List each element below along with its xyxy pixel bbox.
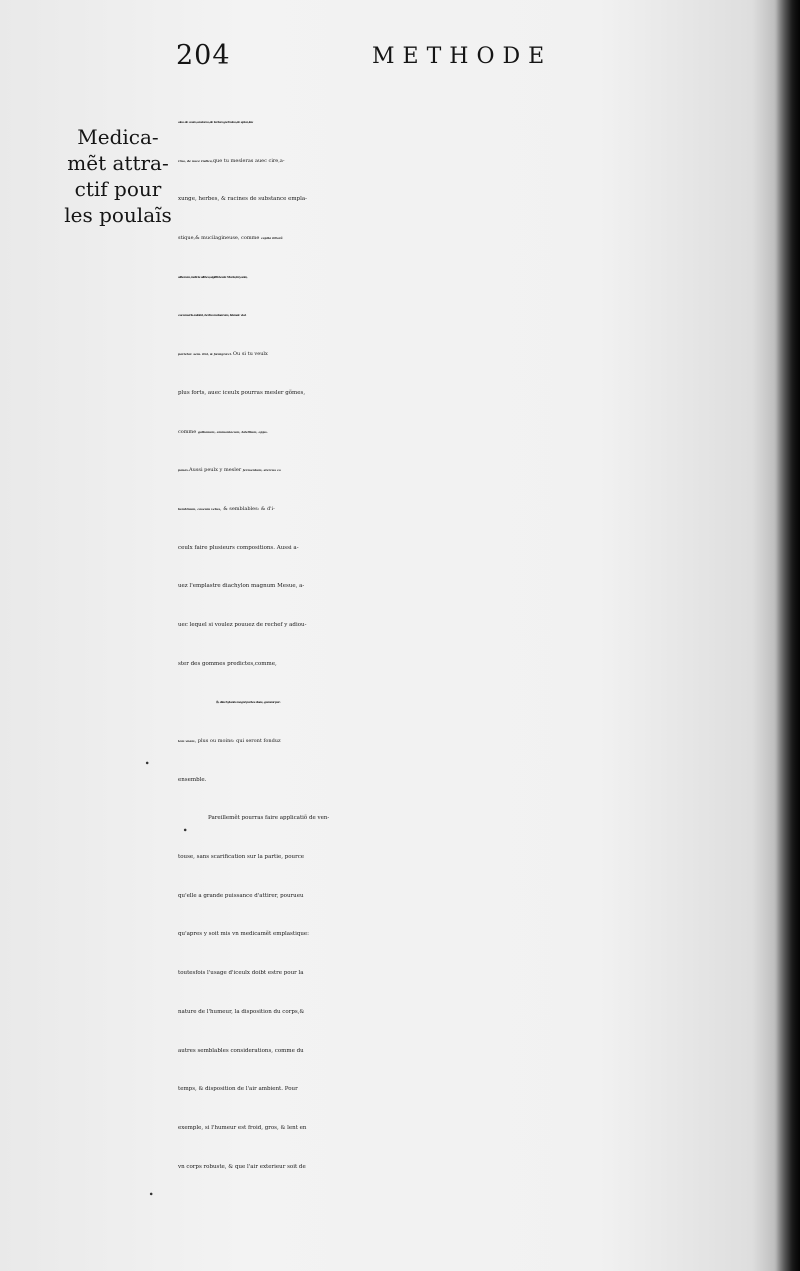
book-gutter-shadow [774,0,800,1271]
text-line: exemple, si l'humeur est froid, gros, & lent en [178,1124,307,1131]
text-line: touse, sans scarification sur la partie, pource [178,854,305,861]
margin-note-line: ctif pour [74,177,162,201]
roman-segment: Aussi peulx y mesler [189,467,243,474]
text-line [178,219,768,258]
text-line: temps, & disposition de l'air ambient. Pour [178,1086,298,1093]
text-line: ster des gommes predictes,comme, [178,660,277,667]
italic-segment: tem vnam [178,739,195,743]
text-line: oleo de costo,castoreo,de tartaro,petroleo,de spica,lau [178,120,254,124]
text-line: uec lequel si voulez pouuez de rechef y adiou- [178,621,307,628]
text-line: ensemble. [178,776,207,783]
italic-segment: capita liliorũ [260,236,283,241]
text-line: ceulx faire plusieurs compositions. Aussi a- [178,544,299,551]
text-line [178,490,768,529]
roman-segment: stique,& mucilagineuse, comme [178,235,261,242]
text-line [178,142,768,181]
text-line: cucumeris asinini, herba maluarum, bismal. viol. [178,313,247,318]
text-line: Pareillemẽt pourras faire applicatiõ de ven- [208,815,330,822]
roman-segment: , & semblables: & d'i- [220,505,275,512]
text-line: alborum,radicis althea,sigilli beata Maria,bryonia, [178,274,248,279]
text-line: nature de l'humeur, la disposition du corps,& [178,1008,305,1015]
text-line: toutesfois l'usage d'iceulx doibt estre pour la [178,970,304,977]
italic-segment: fermentum, stercus co [242,468,281,473]
italic-segment: lumbinum, caseum vetus [178,506,221,511]
roman-segment: que tu mesleras auec cire,a- [212,157,285,164]
running-head: METHODE [372,44,553,69]
italic-segment: galbanum, ammoniacum, bdellium, oppo- [197,429,268,434]
italic-segment: panax. [178,468,189,473]
margin-note-line: mẽt attra- [67,151,169,175]
text-line [178,413,768,452]
margin-note-line: les poulaĩs [64,203,172,227]
text-line: plus forts, auec iceulx pourras mesler gõmes, [178,389,306,396]
print-speck: . [182,812,189,836]
roman-segment: comme [178,428,198,435]
print-speck: . [144,745,151,769]
text-line [178,451,768,490]
text-line: autres semblables considerations, comme du [178,1047,304,1054]
roman-segment: Ou si tu veulx [232,351,268,358]
margin-note [58,124,178,228]
text-line: uez l'emplastre diachylon magnum Mesue, a- [178,583,305,590]
page-header [172,40,592,80]
page-number: 204 [176,40,231,71]
text-line: xunge, herbes, & racines de substance empla- [178,196,307,203]
text-line: ℞. diachylonis magni partes duas, gummi par- [216,700,281,705]
text-line [178,335,768,374]
margin-note-line: Medica- [77,125,159,149]
text-line: qu'elle a grande puissance d'attirer, pourueu [178,892,304,899]
italic-segment: rino, de nuce Indica, [178,158,213,163]
body-text [178,103,768,1186]
text-line: qu'apres y soit mis vn medicamẽt emplastique: [178,931,310,938]
text-line: vn corps robuste, & que l'air exterieur soit de [178,1163,306,1170]
text-line [178,722,768,761]
roman-segment: , plus ou moins: qui seront fonduz [194,738,281,744]
italic-segment: parietar. sem. lini, & fœnigræci. [178,352,233,357]
print-speck: . [148,1176,155,1200]
